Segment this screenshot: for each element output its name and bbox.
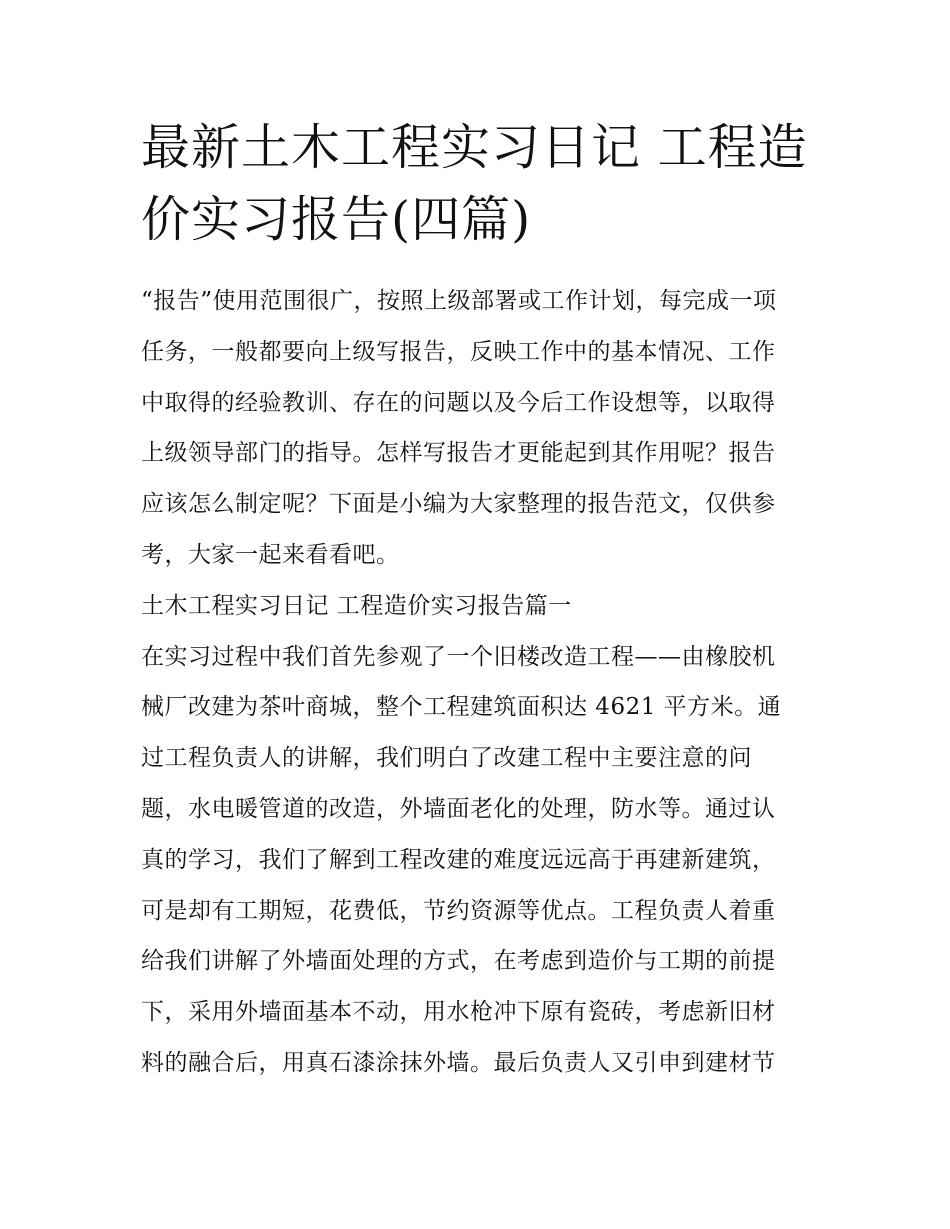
body-line: 下，采用外墙面基本不动，用水枪冲下原有瓷砖，考虑新旧材 [141,999,776,1026]
body-line: 中取得的经验教训、存在的问题以及今后工作设想等，以取得 [141,389,776,416]
body-line: 械厂改建为茶叶商城，整个工程建筑面积达 4621 平方米。通 [141,694,782,721]
document-title [141,112,821,256]
title-line-2: 价实习报告(四篇) [141,191,532,248]
body-line: 任务，一般都要向上级写报告，反映工作中的基本情况、工作 [141,338,776,365]
body-line: 应该怎么制定呢？下面是小编为大家整理的报告范文，仅供参 [141,491,776,518]
section-heading: 土木工程实习日记 工程造价实习报告篇一 [141,592,572,619]
title-line-1: 最新土木工程实习日记 工程造 [141,119,808,176]
body-line: 考，大家一起来看看吧。 [141,541,400,568]
body-line: 给我们讲解了外墙面处理的方式，在考虑到造价与工期的前提 [141,948,776,975]
body-line: 题，水电暖管道的改造，外墙面老化的处理，防水等。通过认 [141,795,776,822]
body-line: 真的学习，我们了解到工程改建的难度远远高于再建新建筑， [141,846,776,873]
body-line: 过工程负责人的讲解，我们明白了改建工程中主要注意的问 [141,745,752,772]
body-line: 料的融合后，用真石漆涂抹外墙。最后负责人又引申到建材节 [141,1049,776,1076]
body-line: “报告”使用范围很广，按照上级部署或工作计划，每完成一项 [141,288,777,314]
body-line: 上级领导部门的指导。怎样写报告才更能起到其作用呢？报告 [141,440,776,467]
document-body [141,276,821,1089]
body-line: 在实习过程中我们首先参观了一个旧楼改造工程——由橡胶机 [141,643,776,670]
body-line: 可是却有工期短，花费低，节约资源等优点。工程负责人着重 [141,897,776,924]
